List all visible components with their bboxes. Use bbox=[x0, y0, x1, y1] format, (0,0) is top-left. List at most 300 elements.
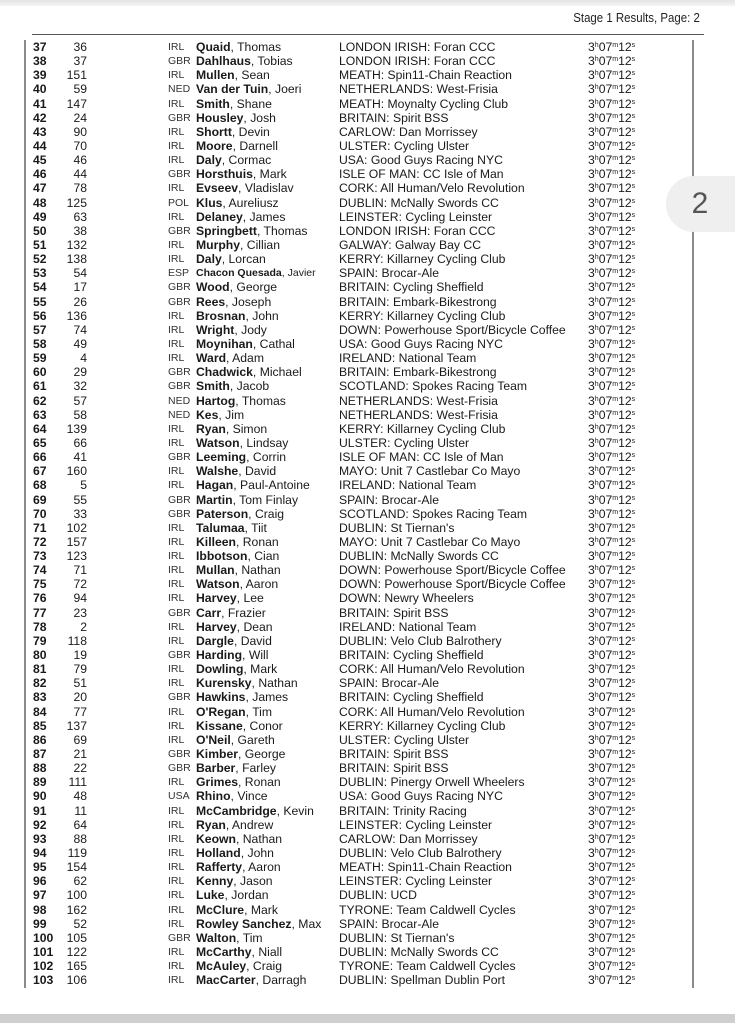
nationality: IRL bbox=[168, 154, 185, 167]
time-s-unit: s bbox=[631, 197, 636, 205]
time-h: 3 bbox=[588, 351, 595, 366]
time-m: 07 bbox=[598, 803, 613, 818]
rider-name bbox=[196, 82, 301, 96]
rider-first-name: Adam bbox=[232, 351, 264, 366]
time-h-unit: h bbox=[594, 254, 599, 262]
name-separator: , bbox=[252, 365, 260, 380]
finish-time bbox=[588, 521, 635, 535]
time-s: 12 bbox=[618, 803, 632, 818]
nationality: USA bbox=[168, 790, 190, 803]
time-h: 3 bbox=[588, 379, 595, 394]
nationality: GBR bbox=[168, 649, 191, 662]
time-h-unit: h bbox=[594, 395, 599, 403]
time-h-unit: h bbox=[594, 607, 599, 615]
time-h-unit: h bbox=[594, 734, 599, 742]
time-s-unit: s bbox=[631, 126, 636, 134]
bib-number: 100 bbox=[66, 888, 87, 903]
rider-first-name: James bbox=[249, 209, 286, 224]
time-s: 12 bbox=[618, 831, 632, 846]
position: 66 bbox=[33, 450, 47, 465]
position: 79 bbox=[33, 633, 47, 648]
time-s-unit: s bbox=[631, 805, 636, 813]
time-h: 3 bbox=[588, 96, 595, 111]
rider-last-name: MacCarter bbox=[196, 973, 256, 988]
time-h: 3 bbox=[588, 690, 595, 705]
team-name: LEINSTER: Cycling Leinster bbox=[339, 874, 493, 889]
name-separator: , bbox=[239, 435, 247, 450]
rider-name bbox=[196, 280, 277, 294]
result-row bbox=[33, 252, 693, 266]
position: 97 bbox=[33, 888, 47, 903]
rider-first-name: Kevin bbox=[283, 803, 314, 818]
time-s-unit: s bbox=[631, 890, 636, 898]
result-row bbox=[33, 634, 693, 648]
finish-time bbox=[588, 394, 635, 408]
result-row bbox=[33, 351, 693, 365]
nationality: IRL bbox=[168, 719, 185, 732]
finish-time bbox=[588, 973, 635, 987]
nationality: GBR bbox=[168, 168, 191, 181]
time-h-unit: h bbox=[594, 918, 599, 926]
time-m: 07 bbox=[598, 534, 613, 549]
bib-number: 123 bbox=[66, 549, 87, 564]
time-h: 3 bbox=[588, 945, 595, 959]
rider-first-name: Dean bbox=[243, 619, 273, 634]
bib-number: 26 bbox=[73, 294, 87, 309]
position: 95 bbox=[33, 860, 47, 875]
team-name: MEATH: Spin11-Chain Reaction bbox=[339, 860, 512, 875]
time-h: 3 bbox=[588, 223, 595, 238]
nationality: IRL bbox=[168, 97, 185, 110]
time-s: 12 bbox=[618, 888, 632, 903]
name-separator: , bbox=[235, 761, 243, 776]
time-s: 12 bbox=[618, 138, 632, 153]
time-h-unit: h bbox=[594, 324, 599, 332]
name-separator: , bbox=[234, 563, 242, 578]
time-h: 3 bbox=[588, 40, 595, 54]
time-m: 07 bbox=[598, 831, 613, 846]
time-h: 3 bbox=[588, 464, 595, 479]
nationality: IRL bbox=[168, 352, 185, 365]
name-separator: , bbox=[244, 902, 251, 917]
position: 48 bbox=[33, 195, 47, 210]
position: 100 bbox=[33, 930, 54, 945]
rider-first-name: George bbox=[236, 280, 278, 295]
time-s-unit: s bbox=[631, 239, 636, 247]
rider-name bbox=[196, 591, 264, 605]
time-h-unit: h bbox=[594, 862, 599, 870]
time-h: 3 bbox=[588, 421, 595, 436]
time-s-unit: s bbox=[631, 579, 636, 587]
rider-first-name: Aureliusz bbox=[228, 195, 279, 210]
time-m-unit: m bbox=[612, 904, 619, 912]
result-row bbox=[33, 394, 693, 408]
rider-last-name: Paterson bbox=[196, 506, 249, 521]
name-separator: , bbox=[232, 492, 240, 507]
time-h: 3 bbox=[588, 520, 595, 535]
time-s-unit: s bbox=[631, 522, 636, 530]
rider-last-name: Walshe bbox=[196, 464, 239, 479]
time-s: 12 bbox=[618, 492, 632, 507]
nationality: IRL bbox=[168, 422, 185, 435]
time-m-unit: m bbox=[612, 452, 619, 460]
time-m-unit: m bbox=[612, 183, 619, 191]
time-h: 3 bbox=[588, 648, 595, 663]
page-header bbox=[32, 8, 704, 35]
time-s: 12 bbox=[618, 421, 632, 436]
time-h-unit: h bbox=[594, 183, 599, 191]
time-s-unit: s bbox=[631, 42, 636, 49]
time-s: 12 bbox=[618, 195, 632, 210]
time-h: 3 bbox=[588, 563, 595, 578]
name-separator: , bbox=[236, 619, 244, 634]
time-s-unit: s bbox=[631, 749, 636, 757]
result-row bbox=[33, 775, 693, 789]
bib-number: 51 bbox=[73, 676, 87, 691]
rider-last-name: Moore bbox=[196, 138, 233, 153]
time-m-unit: m bbox=[612, 56, 619, 64]
time-m: 07 bbox=[598, 336, 613, 351]
result-row bbox=[33, 620, 693, 634]
result-row bbox=[33, 181, 693, 195]
rider-name bbox=[196, 733, 275, 747]
rider-last-name: Kes bbox=[196, 407, 219, 422]
rider-last-name: Smith bbox=[196, 96, 230, 111]
rider-last-name: Shortt bbox=[196, 124, 232, 139]
time-m-unit: m bbox=[612, 932, 619, 940]
rider-name bbox=[196, 903, 278, 917]
rider-name bbox=[196, 167, 287, 181]
name-separator: , bbox=[232, 138, 240, 153]
time-m-unit: m bbox=[612, 112, 619, 120]
rider-last-name: Kimber bbox=[196, 747, 238, 762]
page-indicator-tab[interactable] bbox=[666, 176, 735, 232]
rider-last-name: Rees bbox=[196, 294, 226, 309]
rider-first-name: David bbox=[240, 633, 272, 648]
rider-name bbox=[196, 874, 273, 888]
rider-name bbox=[196, 634, 272, 648]
time-h: 3 bbox=[588, 789, 595, 804]
result-row bbox=[33, 493, 693, 507]
bib-number: 23 bbox=[73, 605, 87, 620]
time-s: 12 bbox=[618, 676, 632, 691]
rider-last-name: Wood bbox=[196, 280, 230, 295]
time-m: 07 bbox=[598, 520, 613, 535]
result-row bbox=[33, 789, 693, 803]
time-m: 07 bbox=[598, 577, 613, 592]
rider-last-name: Mullan bbox=[196, 563, 235, 578]
time-s-unit: s bbox=[631, 437, 636, 445]
time-h-unit: h bbox=[594, 848, 599, 856]
time-m: 07 bbox=[598, 775, 613, 790]
time-h: 3 bbox=[588, 577, 595, 592]
team-name: MAYO: Unit 7 Castlebar Co Mayo bbox=[339, 464, 521, 479]
rider-last-name: Ibbotson bbox=[196, 549, 248, 564]
time-m-unit: m bbox=[612, 692, 619, 700]
rider-name bbox=[196, 577, 278, 591]
result-row bbox=[33, 874, 693, 888]
nationality: IRL bbox=[168, 550, 185, 563]
bib-number: 44 bbox=[73, 167, 87, 182]
nationality: GBR bbox=[168, 55, 191, 68]
position: 76 bbox=[33, 591, 47, 606]
rider-first-name: Tim bbox=[242, 930, 263, 945]
time-m: 07 bbox=[598, 138, 613, 153]
time-m: 07 bbox=[598, 874, 613, 889]
name-separator: , bbox=[239, 577, 246, 592]
bib-number: 58 bbox=[73, 407, 87, 422]
nationality: GBR bbox=[168, 931, 191, 944]
time-h: 3 bbox=[588, 450, 595, 465]
finish-time bbox=[588, 493, 635, 507]
name-separator: , bbox=[221, 252, 229, 267]
time-m-unit: m bbox=[612, 607, 619, 615]
rider-last-name: Walton bbox=[196, 930, 237, 945]
bib-number: 136 bbox=[66, 308, 87, 323]
time-h-unit: h bbox=[594, 961, 599, 969]
time-m: 07 bbox=[598, 619, 613, 634]
time-s-unit: s bbox=[631, 254, 636, 262]
time-m: 07 bbox=[598, 110, 613, 125]
time-h-unit: h bbox=[594, 225, 599, 233]
position: 58 bbox=[33, 336, 47, 351]
rider-last-name: Killeen bbox=[196, 534, 236, 549]
time-m: 07 bbox=[598, 860, 613, 875]
finish-time bbox=[588, 818, 635, 832]
position: 74 bbox=[33, 563, 47, 578]
rider-first-name: Vladislav bbox=[244, 181, 294, 196]
time-h-unit: h bbox=[594, 437, 599, 445]
name-separator: , bbox=[218, 407, 226, 422]
position: 64 bbox=[33, 421, 47, 436]
time-h-unit: h bbox=[594, 56, 599, 64]
result-row bbox=[33, 591, 693, 605]
position: 47 bbox=[33, 181, 47, 196]
position: 45 bbox=[33, 153, 47, 168]
bib-number: 88 bbox=[73, 831, 87, 846]
bib-number: 111 bbox=[68, 775, 87, 790]
time-m: 07 bbox=[598, 902, 613, 917]
nationality: IRL bbox=[168, 946, 185, 958]
nationality: IRL bbox=[168, 238, 185, 251]
name-separator: , bbox=[240, 237, 247, 252]
team-name: LONDON IRISH: Foran CCC bbox=[339, 54, 496, 69]
finish-time bbox=[588, 323, 635, 337]
rider-name bbox=[196, 804, 314, 818]
finish-time bbox=[588, 945, 635, 959]
rider-first-name: Cian bbox=[254, 549, 280, 564]
time-h: 3 bbox=[588, 534, 595, 549]
team-name: BRITAIN: Cycling Sheffield bbox=[339, 648, 484, 663]
rider-name bbox=[196, 662, 277, 676]
result-row bbox=[33, 68, 693, 82]
team-name: DUBLIN: McNally Swords CC bbox=[339, 945, 499, 959]
rider-name bbox=[196, 945, 282, 959]
time-m-unit: m bbox=[612, 734, 619, 742]
bib-number: 122 bbox=[66, 945, 87, 959]
time-h-unit: h bbox=[594, 536, 599, 544]
bib-number: 22 bbox=[73, 761, 87, 776]
time-m: 07 bbox=[598, 280, 613, 295]
time-m-unit: m bbox=[612, 947, 619, 954]
time-h-unit: h bbox=[594, 310, 599, 318]
rider-first-name: Gareth bbox=[237, 732, 275, 747]
bib-number: 55 bbox=[73, 492, 87, 507]
time-m-unit: m bbox=[612, 890, 619, 898]
time-m: 07 bbox=[598, 153, 613, 168]
time-m-unit: m bbox=[612, 975, 619, 983]
name-separator: , bbox=[234, 68, 242, 83]
bib-number: 79 bbox=[73, 662, 87, 677]
rider-first-name: Lindsay bbox=[246, 435, 289, 450]
time-s-unit: s bbox=[631, 819, 636, 827]
bib-number: 118 bbox=[67, 633, 87, 648]
time-m: 07 bbox=[598, 68, 613, 83]
name-separator: , bbox=[225, 421, 233, 436]
rider-last-name: Ryan bbox=[196, 421, 226, 436]
finish-time bbox=[588, 337, 635, 351]
time-h: 3 bbox=[588, 916, 595, 931]
time-s: 12 bbox=[618, 945, 632, 959]
time-m: 07 bbox=[598, 82, 613, 97]
team-name: BRITAIN: Embark-Bikestrong bbox=[339, 294, 497, 309]
time-s: 12 bbox=[618, 68, 632, 83]
result-row bbox=[33, 804, 693, 818]
time-s-unit: s bbox=[631, 56, 636, 64]
finish-time bbox=[588, 577, 635, 591]
rider-last-name: Kurensky bbox=[196, 676, 252, 691]
nationality: IRL bbox=[168, 634, 185, 647]
nationality: IRL bbox=[168, 337, 185, 350]
rider-last-name: Rowley Sanchez bbox=[196, 916, 292, 931]
time-h-unit: h bbox=[594, 805, 599, 813]
time-m: 07 bbox=[598, 407, 613, 422]
time-s: 12 bbox=[618, 237, 632, 252]
rider-name bbox=[196, 238, 280, 252]
nationality: GBR bbox=[168, 606, 191, 619]
rider-last-name: Smith bbox=[196, 379, 230, 394]
time-m: 07 bbox=[598, 492, 613, 507]
rider-first-name: Max bbox=[298, 916, 322, 931]
name-separator: , bbox=[230, 732, 238, 747]
nationality: GBR bbox=[168, 111, 191, 124]
time-h: 3 bbox=[588, 874, 595, 889]
time-m: 07 bbox=[598, 450, 613, 465]
rider-first-name: Nathan bbox=[241, 563, 281, 578]
time-h-unit: h bbox=[594, 381, 599, 389]
rider-last-name: Talumaa bbox=[196, 520, 245, 535]
bib-number: 32 bbox=[73, 379, 87, 394]
time-s-unit: s bbox=[631, 169, 636, 177]
time-h-unit: h bbox=[594, 593, 599, 601]
rider-last-name: Keown bbox=[196, 831, 236, 846]
time-s-unit: s bbox=[631, 593, 636, 601]
time-m: 07 bbox=[598, 252, 613, 267]
team-name: LEINSTER: Cycling Leinster bbox=[339, 209, 493, 224]
team-name: DUBLIN: UCD bbox=[339, 888, 417, 903]
finish-time bbox=[588, 379, 635, 393]
finish-time bbox=[588, 68, 635, 82]
name-separator: , bbox=[245, 308, 253, 323]
name-separator: , bbox=[291, 916, 299, 931]
time-s-unit: s bbox=[631, 466, 636, 474]
time-m-unit: m bbox=[612, 353, 619, 361]
position: 54 bbox=[33, 280, 47, 295]
rider-last-name: Kissane bbox=[196, 718, 243, 733]
time-m-unit: m bbox=[612, 650, 619, 658]
time-m: 07 bbox=[598, 916, 613, 931]
position: 67 bbox=[33, 464, 47, 479]
position: 99 bbox=[33, 916, 47, 931]
name-separator: , bbox=[235, 393, 242, 408]
result-row bbox=[33, 888, 693, 902]
time-s-unit: s bbox=[631, 706, 636, 714]
time-m: 07 bbox=[598, 930, 613, 945]
result-row bbox=[33, 210, 693, 224]
position: 81 bbox=[33, 662, 47, 677]
finish-time bbox=[588, 82, 635, 96]
time-h-unit: h bbox=[594, 932, 599, 940]
team-name: LONDON IRISH: Foran CCC bbox=[339, 40, 496, 54]
time-m-unit: m bbox=[612, 98, 619, 106]
time-m-unit: m bbox=[612, 833, 619, 841]
position: 63 bbox=[33, 407, 47, 422]
finish-time bbox=[588, 266, 635, 280]
nationality: IRL bbox=[168, 210, 185, 223]
time-h: 3 bbox=[588, 860, 595, 875]
time-h: 3 bbox=[588, 138, 595, 153]
rider-first-name: Mark bbox=[259, 167, 287, 182]
bib-number: 17 bbox=[73, 280, 87, 295]
time-s-unit: s bbox=[631, 480, 636, 488]
time-h-unit: h bbox=[594, 268, 599, 276]
rider-first-name: Joseph bbox=[231, 294, 272, 309]
time-h-unit: h bbox=[594, 239, 599, 247]
time-s-unit: s bbox=[631, 282, 636, 290]
rider-first-name: Cillian bbox=[246, 237, 280, 252]
time-s: 12 bbox=[618, 336, 632, 351]
position: 50 bbox=[33, 223, 47, 238]
nationality: IRL bbox=[168, 832, 185, 845]
rider-first-name: John bbox=[252, 308, 279, 323]
rider-name bbox=[196, 181, 294, 195]
time-m: 07 bbox=[598, 421, 613, 436]
time-s-unit: s bbox=[631, 225, 636, 233]
time-h: 3 bbox=[588, 266, 595, 281]
finish-time bbox=[588, 196, 635, 210]
time-s: 12 bbox=[618, 181, 632, 196]
rider-first-name: Lorcan bbox=[228, 252, 266, 267]
name-separator: , bbox=[246, 959, 253, 974]
time-m-unit: m bbox=[612, 579, 619, 587]
time-m: 07 bbox=[598, 124, 613, 139]
rider-name bbox=[196, 139, 278, 153]
time-s: 12 bbox=[618, 280, 632, 295]
time-h: 3 bbox=[588, 209, 595, 224]
rider-name bbox=[196, 422, 267, 436]
name-separator: , bbox=[255, 973, 263, 988]
result-row bbox=[33, 224, 693, 238]
position: 94 bbox=[33, 846, 47, 861]
time-m-unit: m bbox=[612, 961, 619, 969]
time-h-unit: h bbox=[594, 947, 599, 954]
time-s-unit: s bbox=[631, 508, 636, 516]
nationality: GBR bbox=[168, 281, 191, 294]
bib-number: 54 bbox=[73, 266, 87, 281]
time-m-unit: m bbox=[612, 211, 619, 219]
rider-last-name: McClure bbox=[196, 902, 245, 917]
time-h: 3 bbox=[588, 308, 595, 323]
